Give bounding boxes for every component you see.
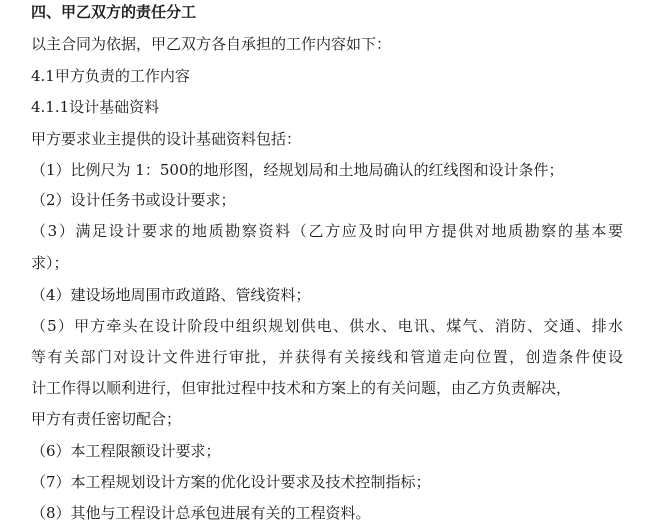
lead-text: 甲方要求业主提供的设计基础资料包括： [31,130,302,148]
list-item: （3）满足设计要求的地质勘察资料（乙方应及时向甲方提供对地质勘察的基本要 [31,222,623,240]
list-item: （2）设计任务书或设计要求； [31,191,236,209]
section-heading: 四、甲乙双方的责任分工 [31,3,197,21]
list-item-continuation: 甲方有责任密切配合； [31,410,182,428]
list-item-continuation: 等有关部门对设计文件进行审批，并获得有关接线和管道走向位置，创造条件使设 [31,348,623,366]
subsubsection-title: 4.1.1设计基础资料 [31,98,160,116]
list-item-continuation: 计工作得以顺利进行，但审批过程中技术和方案上的有关问题，由乙方负责解决， [31,379,572,397]
list-item: （6）本工程限额设计要求； [31,442,221,460]
list-item: （5）甲方牵头在设计阶段中组织规划供电、供水、电讯、煤气、消防、交通、排水 [31,317,623,335]
list-item: （8）其他与工程设计总承包进展有关的工程资料。 [31,504,371,522]
list-item: （4）建设场地周围市政道路、管线资料； [31,286,311,304]
list-item-continuation: 求）； [31,254,69,272]
subsection-title: 4.1甲方负责的工作内容 [31,67,190,85]
list-item: （1）比例尺为 1：500的地形图，经规划局和土地局确认的红线图和设计条件； [31,161,564,179]
list-item: （7）本工程规划设计方案的优化设计要求及技术控制指标； [31,473,431,491]
intro-text: 以主合同为依据，甲乙双方各自承担的工作内容如下： [31,35,392,53]
